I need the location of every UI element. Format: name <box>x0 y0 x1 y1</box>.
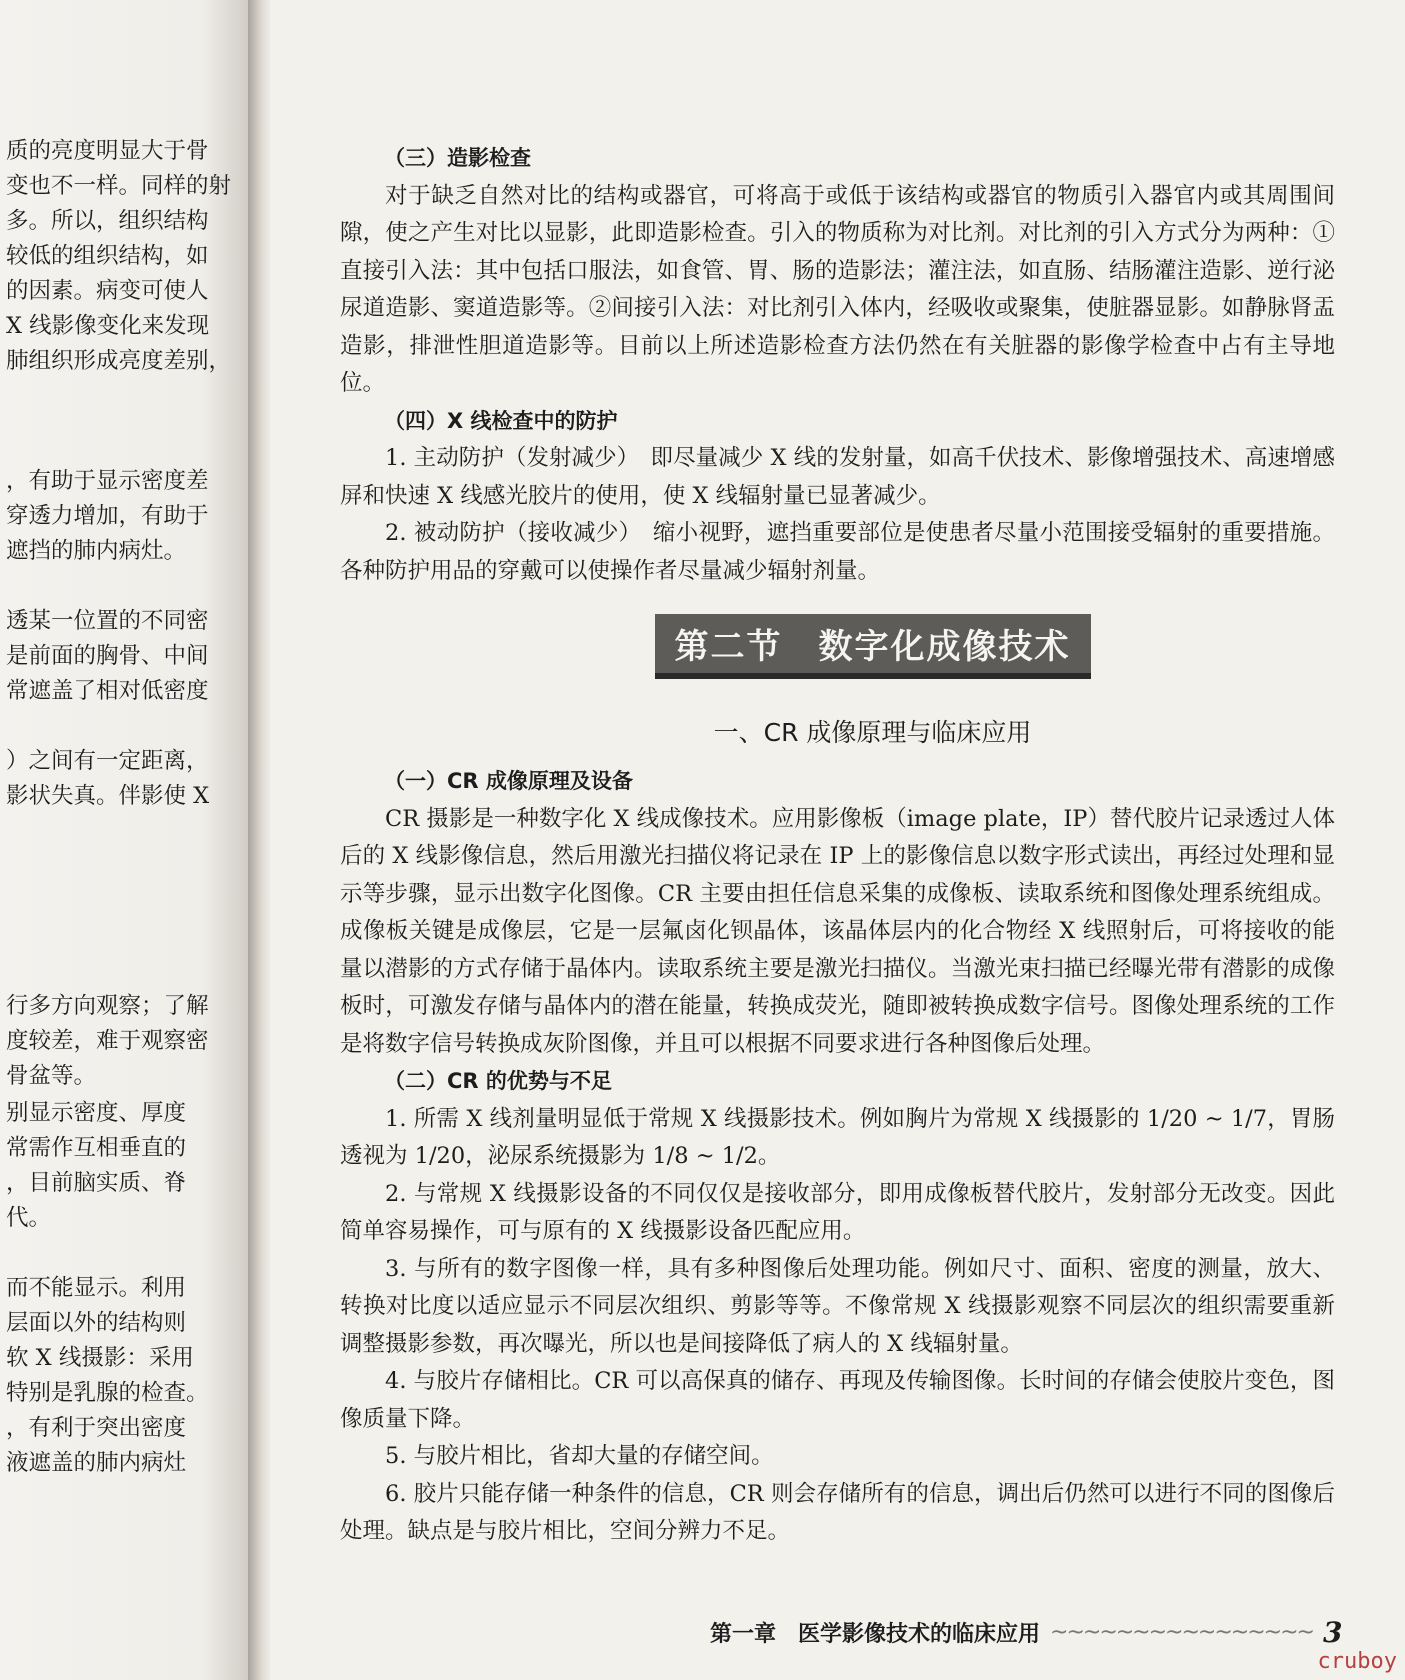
left-line: 影状失真。伴影使 X <box>6 783 210 809</box>
left-line: 层面以外的结构则 <box>6 1310 187 1336</box>
left-line: 常遮盖了相对低密度 <box>6 678 209 704</box>
left-line: ，有助于显示密度差 <box>6 468 209 494</box>
book-gutter <box>248 0 270 1680</box>
left-line: 度较差，难于观察密 <box>6 1028 209 1054</box>
left-line: 肺组织形成亮度差别， <box>6 348 232 374</box>
left-line: 别显示密度、厚度 <box>6 1100 187 1126</box>
paragraph-passive-protection: 2. 被动防护（接收减少） 缩小视野，遮挡重要部位是使患者尽量小范围接受辐射的重要措施。各种防护用品的穿戴可以使操作者尽量减少辐射剂量。 <box>340 520 1335 584</box>
cr-advantage-item: 4. 与胶片存储相比。CR 可以高保真的储存、再现及传输图像。长时间的存储会使胶片变色，图像质量下降。 <box>340 1368 1335 1432</box>
left-line: 穿透力增加，有助于 <box>6 503 209 529</box>
cr-advantage-item: 6. 胶片只能存储一种条件的信息，CR 则会存储所有的信息，调出后仍然可以进行不同的图像后处理。缺点是与胶片相比，空间分辨力不足。 <box>340 1480 1335 1544</box>
cr-advantage-item: 2. 与常规 X 线摄影设备的不同仅仅是接收部分，即用成像板替代胶片，发射部分无改变。因此简单容易操作，可与原有的 X 线摄影设备匹配应用。 <box>340 1180 1335 1244</box>
page-footer <box>710 1616 1342 1649</box>
paragraph-cr-principle: CR 摄影是一种数字化 X 线成像技术。应用影像板（image plate，IP）替代胶片记录透过人体后的 X 线影像信息，然后用激光扫描仪将记录在 IP 上的影像信息以数字形式读出，再经过处理和显示等步骤，显示出数字化图像。CR 主要由担任信息采集的成像板、读取系统和图像处理系统组成。成像板关键是成像层，它是一层氟卤化钡晶体，该晶体层内的化合物经 X 线照射后，可将接收的能量以潜影的方式存储于晶体内。读取系统主要是激光扫描仪。当激光束扫描已经曝光带有潜影的成像板时，可激发存储与晶体内的潜在能量，转换成荧光，随即被转换成数字信号。图像处理系统的工作是将数字信号转换成灰阶图像，并且可以根据不同要求进行各种图像后处理。 <box>340 805 1335 1057</box>
paragraph-active-protection: 1. 主动防护（发射减少） 即尽量减少 X 线的发射量，如高千伏技术、影像增强技术、高速增感屏和快速 X 线感光胶片的使用，使 X 线辐射量已显著减少。 <box>340 445 1335 509</box>
left-line: 较低的组织结构，如 <box>6 243 209 269</box>
left-line: 质的亮度明显大于骨 <box>6 138 209 164</box>
watermark: cruboy <box>1317 1649 1397 1674</box>
heading-cr-principle: 一、CR 成像原理与临床应用 <box>713 718 1032 747</box>
chapter-title: 第一章 医学影像技术的临床应用 <box>710 1622 1041 1647</box>
left-line: 的因素。病变可使人 <box>6 278 209 304</box>
subsection-heading-protection: （四）X 线检查中的防护 <box>384 408 618 433</box>
left-line: 骨盆等。 <box>6 1063 97 1089</box>
paragraph-contrast-exam: 对于缺乏自然对比的结构或器官，可将高于或低于该结构或器官的物质引入器官内或其周围间隙，使之产生对比以显影，此即造影检查。引入的物质称为对比剂。对比剂的引入方式分为两种：①直接引入法：其中包括口服法，如食管、胃、肠的造影法；灌注法，如直肠、结肠灌注造影、逆行泌尿道造影、窦道造影等。②间接引入法：对比剂引入体内，经吸收或聚集，使脏器显影。如静脉肾盂造影，排泄性胆道造影等。目前以上所述造影检查方法仍然在有关脏器的影像学检查中占有主导地位。 <box>340 182 1335 396</box>
section-title-banner <box>410 614 1335 679</box>
left-line: 是前面的胸骨、中间 <box>6 643 209 669</box>
main-page <box>340 140 1335 1551</box>
left-line: 而不能显示。利用 <box>6 1275 187 1301</box>
left-line: 液遮盖的肺内病灶 <box>6 1450 187 1476</box>
page-number: 3 <box>1322 1616 1343 1649</box>
left-line: 透某一位置的不同密 <box>6 608 209 634</box>
left-line: X 线影像变化来发现 <box>6 313 210 339</box>
cr-advantage-item: 1. 所需 X 线剂量明显低于常规 X 线摄影技术。例如胸片为常规 X 线摄影的 1/20 ~ 1/7，胃肠透视为 1/20，泌尿系统摄影为 1/8 ~ 1/2。 <box>340 1105 1335 1169</box>
left-line: 特别是乳腺的检查。 <box>6 1380 209 1406</box>
subsection-heading-cr-pros-cons: （二）CR 的优势与不足 <box>384 1069 612 1093</box>
left-line: ）之间有一定距离， <box>6 748 209 774</box>
left-page <box>0 0 252 1680</box>
left-line: ，目前脑实质、脊 <box>6 1170 187 1196</box>
footer-wave-rule: ~~~~~~~~~~~~~~~~ <box>1050 1620 1313 1645</box>
left-line: 行多方向观察；了解 <box>6 993 209 1019</box>
section-title: 第二节 数字化成像技术 <box>655 614 1091 679</box>
left-line: 多。所以，组织结构 <box>6 208 209 234</box>
left-line: 遮挡的肺内病灶。 <box>6 538 187 564</box>
cr-advantage-item: 3. 与所有的数字图像一样，具有多种图像后处理功能。例如尺寸、面积、密度的测量，放大、转换对比度以适应显示不同层次组织、剪影等等。不像常规 X 线摄影观察不同层次的组织需要重新调整摄影参数，再次曝光，所以也是间接降低了病人的 X 线辐射量。 <box>340 1255 1335 1357</box>
cr-advantage-item: 5. 与胶片相比，省却大量的存储空间。 <box>385 1443 774 1469</box>
left-line: 变也不一样。同样的射 <box>6 173 232 199</box>
left-line: 软 X 线摄影：采用 <box>6 1345 194 1371</box>
subsection-heading-contrast-exam: （三）造影检查 <box>384 146 531 170</box>
left-line: 代。 <box>6 1205 52 1231</box>
subsection-heading-cr-principle: （一）CR 成像原理及设备 <box>384 769 633 793</box>
left-line: ，有利于突出密度 <box>6 1415 187 1441</box>
left-line: 常需作互相垂直的 <box>6 1135 187 1161</box>
